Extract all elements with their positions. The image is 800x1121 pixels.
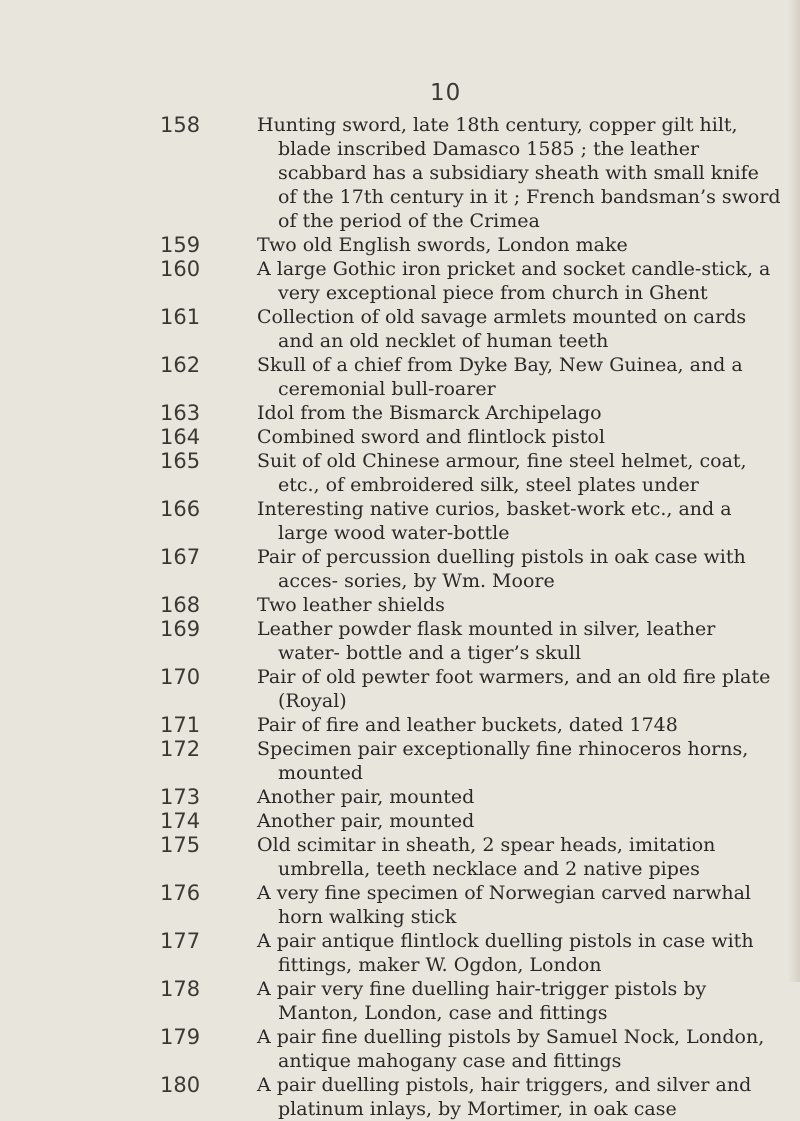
- lot-number: 180: [160, 1073, 201, 1097]
- lot-description: Old scimitar in sheath, 2 spear heads, imitation umbrella, teeth necklace and 2 native pipes: [257, 834, 716, 880]
- lot-entry: [0, 113, 800, 233]
- lot-number: 159: [160, 233, 201, 257]
- lot-entry: [0, 1025, 800, 1073]
- lot-entry: [0, 737, 800, 785]
- lot-number: 178: [160, 977, 201, 1001]
- lot-description: Another pair, mounted: [257, 810, 475, 832]
- lot-number: 171: [160, 713, 201, 737]
- lot-entry: [0, 977, 800, 1025]
- lot-number: 172: [160, 737, 201, 761]
- lot-number: 161: [160, 305, 201, 329]
- lot-number: 177: [160, 929, 201, 953]
- lot-entry: [0, 665, 800, 713]
- lot-description: Pair of old pewter foot warmers, and an old fire plate (Royal): [257, 666, 771, 712]
- lot-number: 173: [160, 785, 201, 809]
- lot-description: Pair of fire and leather buckets, dated 1748: [257, 714, 678, 736]
- lot-description: A very fine specimen of Norwegian carved narwhal horn walking stick: [257, 882, 751, 928]
- lot-description: Two old English swords, London make: [257, 234, 628, 256]
- lot-entry: [0, 617, 800, 665]
- lot-number: 160: [160, 257, 201, 281]
- lot-number: 165: [160, 449, 201, 473]
- lot-description: Another pair, mounted: [257, 786, 475, 808]
- lot-description: A pair antique flintlock duelling pistols in case with fittings, maker W. Ogdon, London: [257, 930, 754, 976]
- lot-number: 179: [160, 1025, 201, 1049]
- lot-entry: [0, 833, 800, 881]
- lot-number: 163: [160, 401, 201, 425]
- lot-entry: [0, 305, 800, 353]
- lot-number: 176: [160, 881, 201, 905]
- lot-number: 164: [160, 425, 201, 449]
- lot-description: Two leather shields: [257, 594, 445, 616]
- lot-number: 166: [160, 497, 201, 521]
- lot-number: 169: [160, 617, 201, 641]
- lot-entry: [0, 785, 800, 809]
- lot-description: Interesting native curios, basket-work etc., and a large wood water-bottle: [257, 498, 732, 544]
- lot-description: Collection of old savage armlets mounted on cards and an old necklet of human teeth: [257, 306, 747, 352]
- lot-description: Combined sword and flintlock pistol: [257, 426, 605, 448]
- lot-list: [0, 113, 800, 1121]
- lot-description: Leather powder flask mounted in silver, leather water- bottle and a tiger’s skull: [257, 618, 716, 664]
- lot-description: Specimen pair exceptionally fine rhinoceros horns, mounted: [257, 738, 749, 784]
- lot-entry: [0, 353, 800, 401]
- lot-entry: [0, 881, 800, 929]
- lot-description: A large Gothic iron pricket and socket candle-stick, a very exceptional piece from church in Ghent: [257, 258, 771, 304]
- lot-entry: [0, 497, 800, 545]
- lot-number: 175: [160, 833, 201, 857]
- lot-description: Idol from the Bismarck Archipelago: [257, 402, 602, 424]
- lot-entry: [0, 713, 800, 737]
- lot-number: 158: [160, 113, 201, 137]
- lot-number: 170: [160, 665, 201, 689]
- lot-description: Hunting sword, late 18th century, copper gilt hilt, blade inscribed Damasco 1585 ; the leather scabbard has a subsidiary sheath with small knife of the 17th century in it ; French bandsman’s sword of the period of the Crimea: [257, 114, 781, 232]
- lot-entry: [0, 449, 800, 497]
- lot-entry: [0, 425, 800, 449]
- lot-description: A pair duelling pistols, hair triggers, and silver and platinum inlays, by Mortimer, in oak case: [257, 1074, 752, 1120]
- lot-entry: [0, 593, 800, 617]
- lot-number: 168: [160, 593, 201, 617]
- page-number: 10: [430, 80, 462, 106]
- lot-number: 167: [160, 545, 201, 569]
- lot-entry: [0, 929, 800, 977]
- lot-entry: [0, 257, 800, 305]
- lot-number: 162: [160, 353, 201, 377]
- lot-entry: [0, 233, 800, 257]
- lot-entry: [0, 545, 800, 593]
- lot-description: Suit of old Chinese armour, fine steel helmet, coat, etc., of embroidered silk, steel plates under: [257, 450, 747, 496]
- lot-number: 174: [160, 809, 201, 833]
- lot-description: Skull of a chief from Dyke Bay, New Guinea, and a ceremonial bull-roarer: [257, 354, 743, 400]
- lot-description: A pair fine duelling pistols by Samuel Nock, London, antique mahogany case and fittings: [257, 1026, 765, 1072]
- lot-description: A pair very fine duelling hair-trigger pistols by Manton, London, case and fittings: [257, 978, 707, 1024]
- lot-entry: [0, 401, 800, 425]
- lot-entry: [0, 809, 800, 833]
- lot-entry: [0, 1073, 800, 1121]
- lot-description: Pair of percussion duelling pistols in oak case with acces- sories, by Wm. Moore: [257, 546, 746, 592]
- page-edge-shadow: [788, 0, 800, 982]
